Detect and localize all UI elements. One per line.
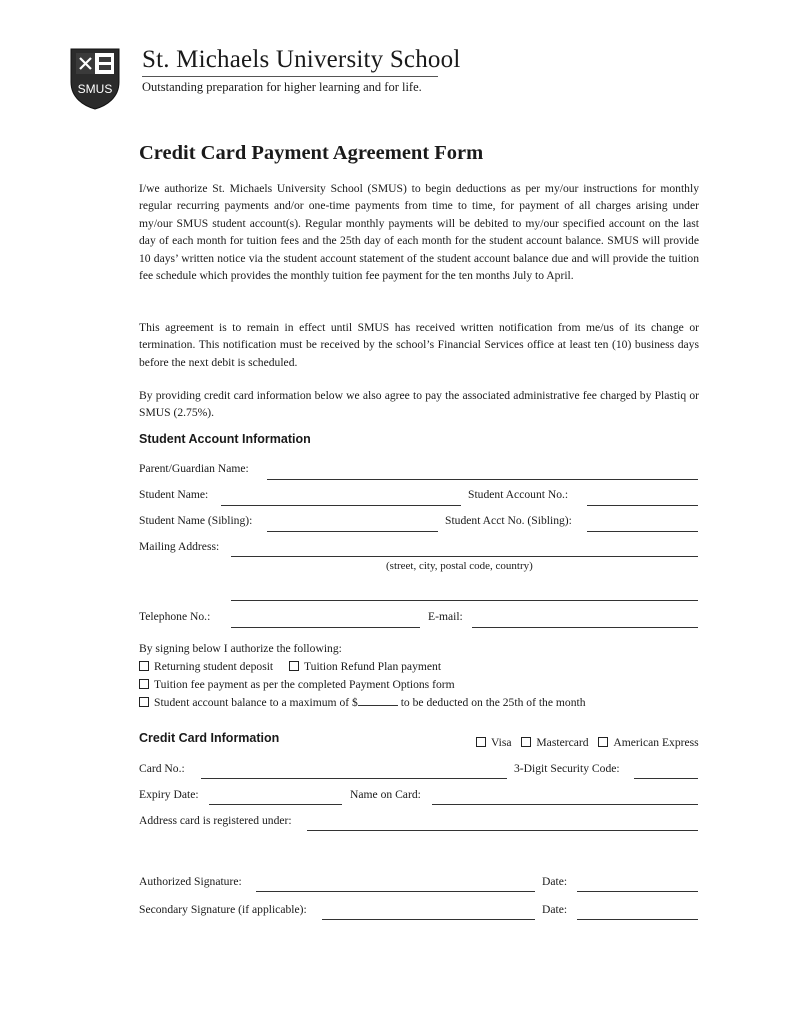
- card-number-label: Card No.:: [139, 762, 185, 775]
- telephone-label: Telephone No.:: [139, 610, 211, 623]
- card-address-label: Address card is registered under:: [139, 814, 292, 827]
- school-crest-logo: [68, 46, 122, 110]
- student-account-field[interactable]: [587, 505, 698, 506]
- parent-name-field[interactable]: [267, 479, 698, 480]
- authorization-row-1: [139, 660, 441, 673]
- fee-paragraph: By providing credit card information below we also agree to pay the associated administrative fee charged by Plastiq or SMUS (2.75%).: [139, 389, 699, 420]
- card-type-options: [476, 736, 699, 749]
- tuition-payment-label: Tuition fee payment as per the completed Payment Options form: [154, 678, 455, 691]
- name-on-card-label: Name on Card:: [350, 788, 421, 801]
- expiry-date-label: Expiry Date:: [139, 788, 199, 801]
- security-code-label: 3-Digit Security Code:: [514, 762, 620, 775]
- parent-name-label: Parent/Guardian Name:: [139, 462, 249, 475]
- secondary-signature-field[interactable]: [322, 919, 535, 920]
- visa-checkbox[interactable]: [476, 737, 486, 747]
- refund-plan-checkbox[interactable]: [289, 661, 299, 671]
- tuition-payment-checkbox[interactable]: [139, 679, 149, 689]
- authorization-row-2: [139, 678, 455, 691]
- termination-paragraph: This agreement is to remain in effect until SMUS has received written notification from me/us of its change or termination. This notification must be received by the school’s Financial Services office at least ten (10) business days before the next debit is scheduled.: [139, 321, 699, 369]
- security-code-field[interactable]: [634, 778, 698, 779]
- account-balance-suffix: to be deducted on the 25th of the month: [400, 696, 586, 709]
- card-number-field[interactable]: [201, 778, 507, 779]
- student-section-heading: Student Account Information: [139, 432, 311, 446]
- signature-date-label: Date:: [542, 875, 568, 888]
- sibling-name-field[interactable]: [267, 531, 438, 532]
- school-name: St. Michaels University School: [142, 46, 461, 73]
- mailing-address-label: Mailing Address:: [139, 540, 220, 553]
- authorized-signature-label: Authorized Signature:: [139, 875, 242, 888]
- sibling-name-label: Student Name (Sibling):: [139, 514, 253, 527]
- sibling-account-label: Student Acct No. (Sibling):: [445, 514, 572, 527]
- mastercard-checkbox[interactable]: [521, 737, 531, 747]
- mailing-address-field-line2[interactable]: [231, 600, 698, 601]
- crest-text: SMUS: [77, 82, 113, 96]
- address-format-hint: (street, city, postal code, country): [386, 560, 533, 572]
- card-section-heading: Credit Card Information: [139, 731, 280, 745]
- telephone-field[interactable]: [231, 627, 420, 628]
- student-account-label: Student Account No.:: [468, 488, 569, 501]
- header-divider: [142, 76, 438, 77]
- secondary-date-label: Date:: [542, 903, 568, 916]
- email-label: E-mail:: [428, 610, 463, 623]
- secondary-signature-label: Secondary Signature (if applicable):: [139, 903, 307, 916]
- refund-plan-label: Tuition Refund Plan payment: [303, 660, 442, 673]
- sibling-account-field[interactable]: [587, 531, 698, 532]
- form-title: Credit Card Payment Agreement Form: [139, 142, 484, 164]
- expiry-date-field[interactable]: [209, 804, 342, 805]
- name-on-card-field[interactable]: [432, 804, 698, 805]
- amex-label: American Express: [613, 736, 699, 749]
- mailing-address-field[interactable]: [231, 556, 698, 557]
- authorization-intro: By signing below I authorize the following:: [139, 642, 342, 655]
- authorization-row-3: [139, 696, 586, 709]
- signature-date-field[interactable]: [577, 891, 698, 892]
- student-name-label: Student Name:: [139, 488, 209, 501]
- returning-deposit-label: Returning student deposit: [154, 660, 274, 673]
- card-address-field[interactable]: [307, 830, 698, 831]
- student-name-field[interactable]: [221, 505, 461, 506]
- maximum-amount-field[interactable]: [358, 696, 398, 706]
- account-balance-checkbox[interactable]: [139, 697, 149, 707]
- mastercard-label: Mastercard: [536, 736, 589, 749]
- email-field[interactable]: [472, 627, 698, 628]
- authorization-paragraph: I/we authorize St. Michaels University School (SMUS) to begin deductions as per my/our instructions for monthly regular recurring payments and/or one-time payments from time to time, for payment of all charges arising under my/our SMUS student account(s). Regular monthly payments will be debited to my/our specified account on the last day of each month for tuition fees and the 25th day of each month for the student account balance. SMUS will provide 10 days’ written notice via the student account statement of the student account balance due and will provide the tuition fee schedule which provides the monthly tuition fee payment for the ten months July to April.: [139, 182, 699, 283]
- authorized-signature-field[interactable]: [256, 891, 535, 892]
- returning-deposit-checkbox[interactable]: [139, 661, 149, 671]
- amex-checkbox[interactable]: [598, 737, 608, 747]
- account-balance-prefix: Student account balance to a maximum of $: [154, 696, 358, 709]
- secondary-date-field[interactable]: [577, 919, 698, 920]
- visa-label: Visa: [491, 736, 512, 749]
- school-tagline: Outstanding preparation for higher learning and for life.: [142, 80, 422, 94]
